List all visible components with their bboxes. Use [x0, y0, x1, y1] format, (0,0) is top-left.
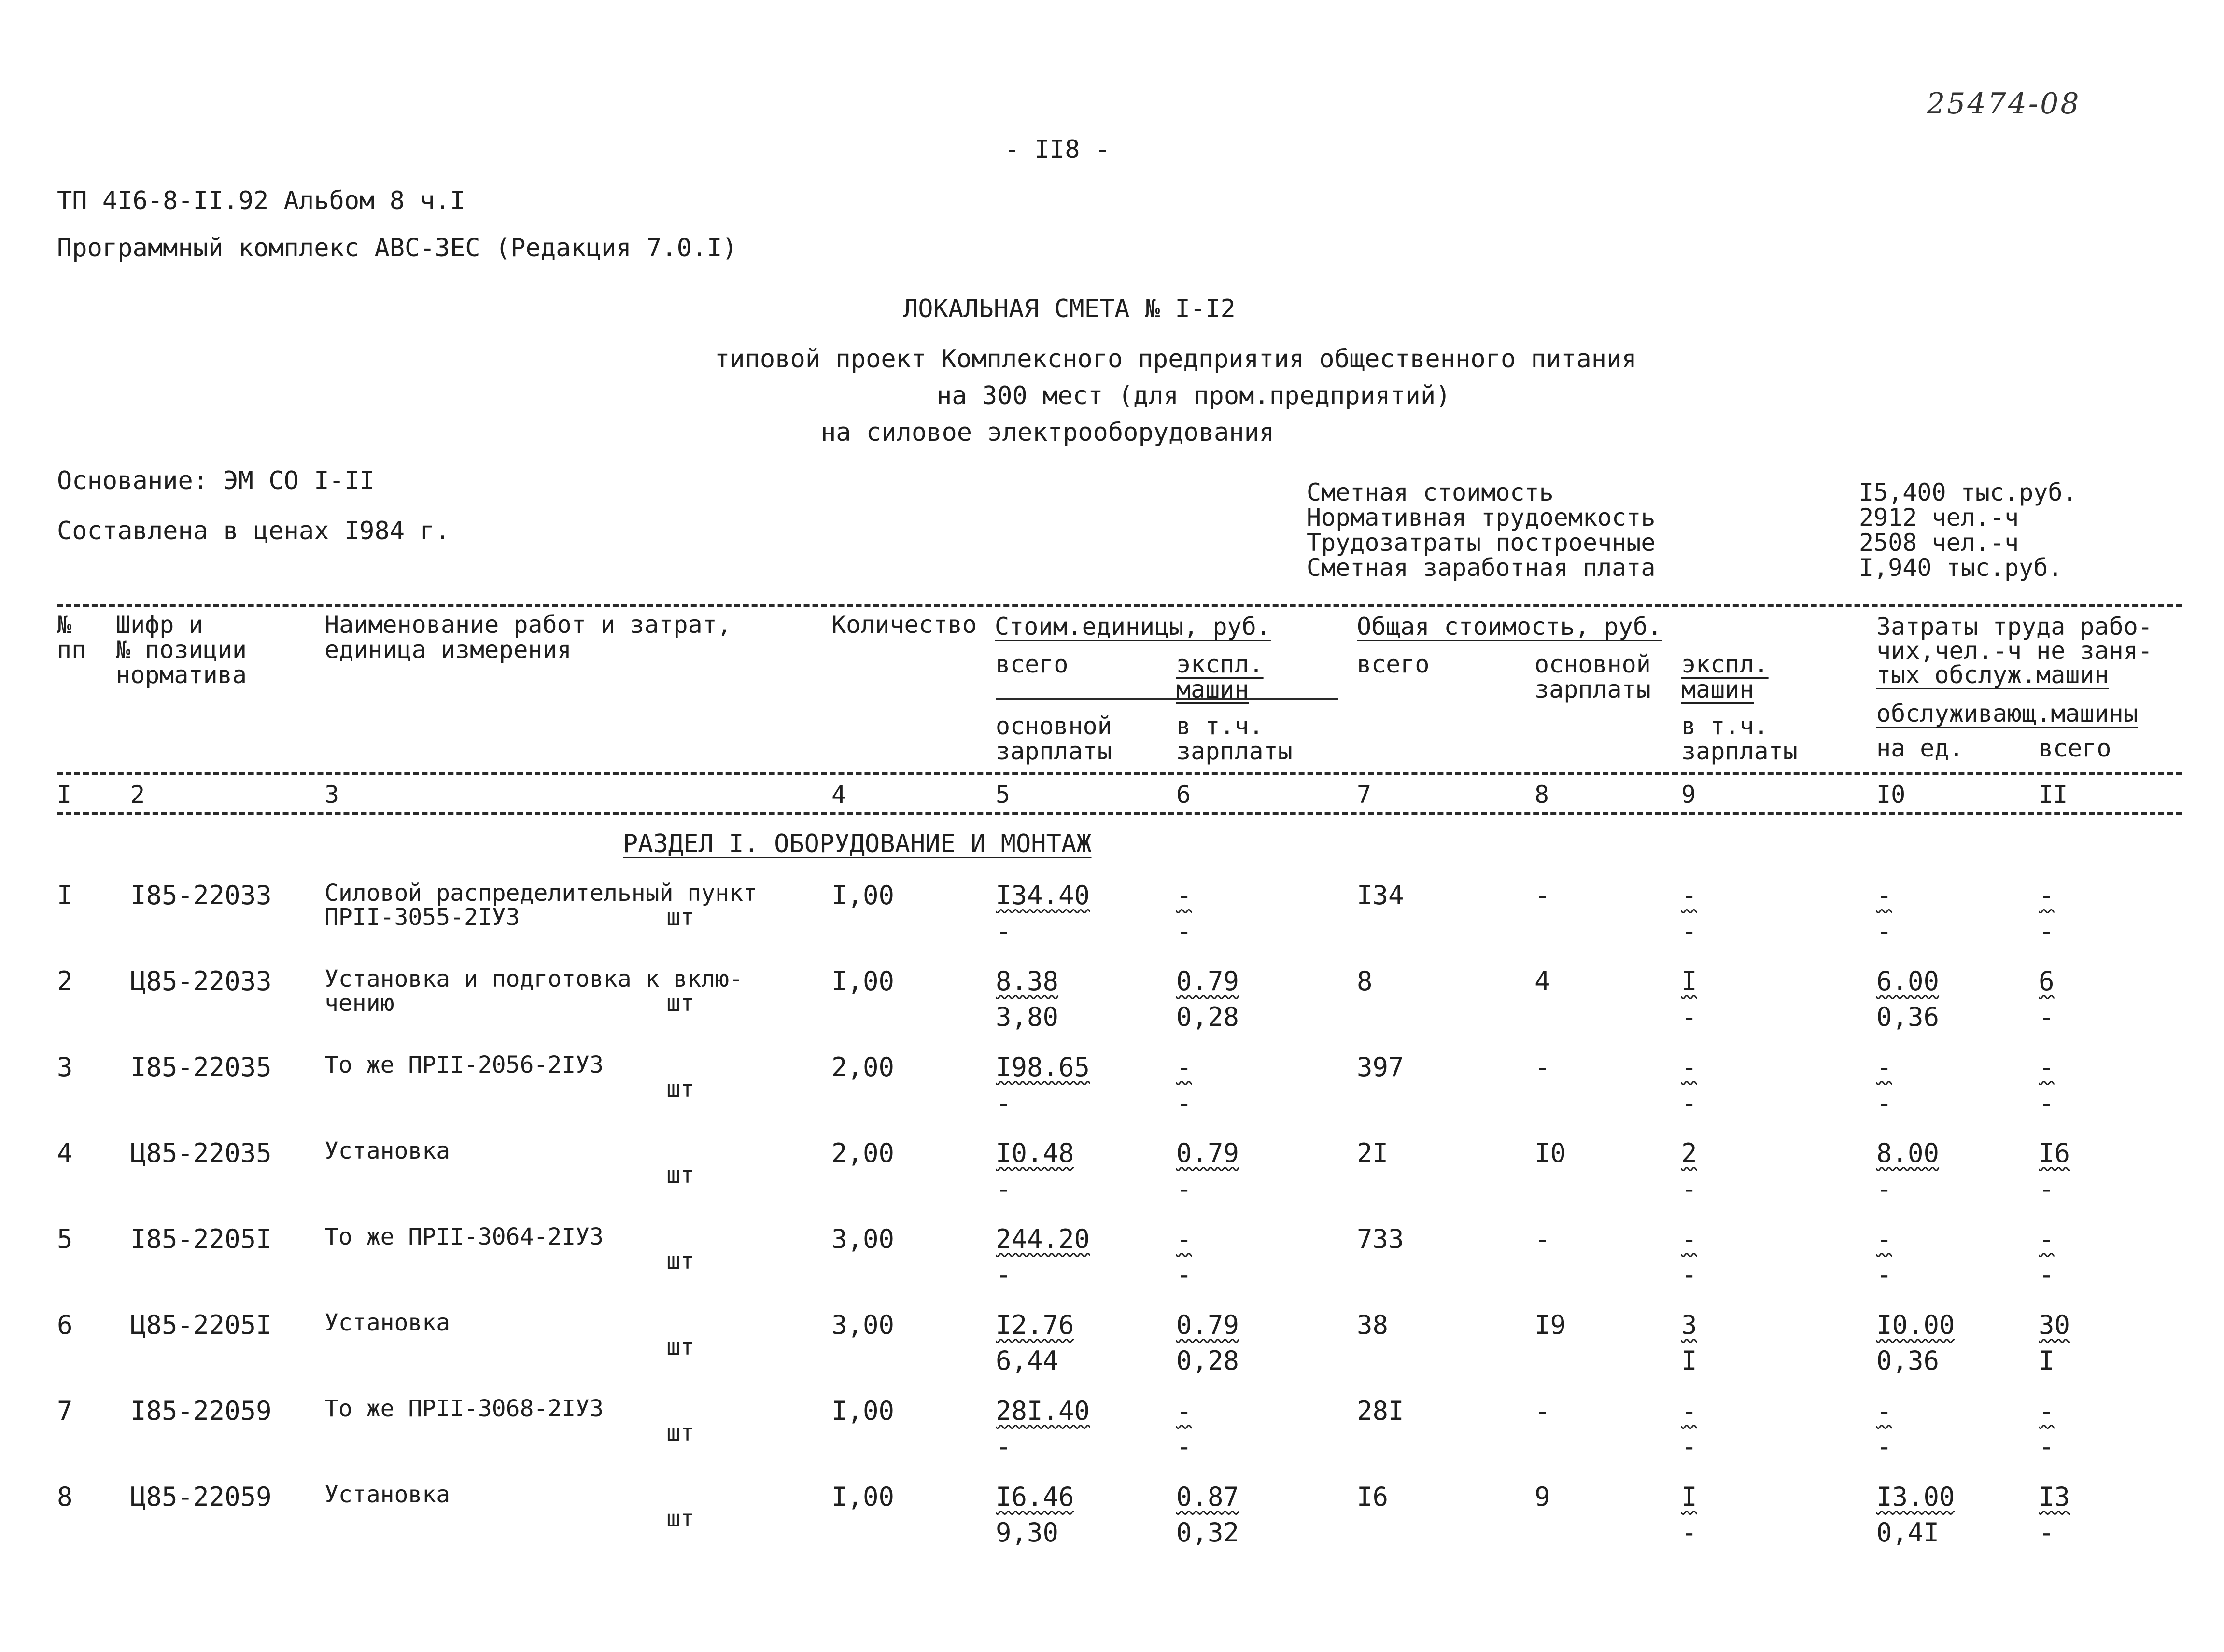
- row-labor-per-unit-machines: -: [1876, 1260, 1892, 1290]
- row-unit-cost: I6.46: [996, 1482, 1074, 1512]
- row-code: Ц85-22059: [130, 1482, 272, 1512]
- row-labor-per-unit-machines: 0,36: [1876, 1345, 1940, 1376]
- header-labor-line-4: обслуживающ.машины: [1876, 700, 2138, 728]
- row-unit-cost: 8.38: [996, 966, 1059, 996]
- row-code: Ц85-22033: [130, 966, 272, 996]
- row-total-wage: -: [1534, 1052, 1550, 1082]
- row-labor-total: I6: [2039, 1138, 2070, 1168]
- row-unit-cost: I34.40: [996, 880, 1090, 910]
- summary-label: Трудозатраты построечные: [1307, 529, 1656, 557]
- row-unit: шт: [666, 1076, 694, 1103]
- row-code: I85-22033: [130, 880, 272, 910]
- row-unit-cost: 244.20: [996, 1224, 1090, 1254]
- row-number: I: [57, 880, 73, 910]
- row-unit: шт: [666, 904, 694, 931]
- row-total-cost: 8: [1357, 966, 1373, 996]
- row-labor-total: 6: [2039, 966, 2055, 996]
- row-labor-total-machines: -: [2039, 1174, 2055, 1204]
- row-total-wage: -: [1534, 880, 1550, 910]
- row-unit-machines: -: [1176, 1052, 1192, 1082]
- row-labor-total: 30: [2039, 1310, 2070, 1340]
- row-unit-wage: 9,30: [996, 1517, 1059, 1548]
- row-labor-per-unit-machines: -: [1876, 1088, 1892, 1118]
- row-unit-machine-wage: -: [1176, 1174, 1192, 1204]
- column-number: 9: [1681, 781, 1696, 809]
- row-unit-wage: 3,80: [996, 1002, 1059, 1032]
- row-labor-per-unit-machines: -: [1876, 1174, 1892, 1204]
- row-unit: шт: [666, 1419, 694, 1446]
- row-unit-machine-wage: 0,28: [1176, 1345, 1239, 1376]
- row-labor-per-unit-machines: 0,4I: [1876, 1517, 1940, 1548]
- row-labor-per-unit: I0.00: [1876, 1310, 1955, 1340]
- row-labor-per-unit: -: [1876, 1396, 1892, 1426]
- summary-value: 2912 чел.-ч: [1859, 504, 2019, 532]
- unit-subheader-rule: [996, 698, 1338, 700]
- prices-line: Составлена в ценах I984 г.: [57, 517, 450, 546]
- row-unit-wage: 6,44: [996, 1345, 1059, 1376]
- summary-value: 2508 чел.-ч: [1859, 529, 2019, 557]
- row-number: 6: [57, 1310, 73, 1340]
- row-code: Ц85-2205I: [130, 1310, 272, 1340]
- row-total-machine-wage: -: [1681, 1174, 1697, 1204]
- column-number: I0: [1876, 781, 1906, 809]
- page-title: ЛОКАЛЬНАЯ СМЕТА № I-I2: [903, 294, 1236, 323]
- row-quantity: I,00: [831, 1396, 895, 1426]
- row-labor-per-unit-machines: 0,36: [1876, 1002, 1940, 1032]
- row-labor-total-machines: -: [2039, 1260, 2055, 1290]
- row-total-cost: 2I: [1357, 1138, 1389, 1168]
- row-labor-total: -: [2039, 1052, 2055, 1082]
- row-total-machines: 3: [1681, 1310, 1697, 1340]
- header-labor-per-unit: на ед.: [1876, 734, 1964, 762]
- row-name-line-1: Установка: [324, 1481, 450, 1508]
- row-number: 5: [57, 1224, 73, 1254]
- row-quantity: 2,00: [831, 1052, 895, 1082]
- row-quantity: I,00: [831, 880, 895, 910]
- row-code: I85-22035: [130, 1052, 272, 1082]
- row-labor-total-machines: -: [2039, 916, 2055, 946]
- row-total-machine-wage: -: [1681, 1517, 1697, 1548]
- row-unit-wage: -: [996, 1088, 1012, 1118]
- row-unit-wage: -: [996, 1260, 1012, 1290]
- row-unit-wage: -: [996, 916, 1012, 946]
- row-unit-wage: -: [996, 1174, 1012, 1204]
- header-unit-wage: основной зарплаты: [996, 712, 1112, 765]
- row-total-machines: -: [1681, 880, 1697, 910]
- row-quantity: 3,00: [831, 1224, 895, 1254]
- row-unit-machine-wage: 0,28: [1176, 1002, 1239, 1032]
- header-labor-line-3: тых обслуж.машин: [1876, 661, 2109, 689]
- summary-label: Сметная стоимость: [1307, 478, 1554, 506]
- header-total-cost: Общая стоимость, руб.: [1357, 613, 1662, 641]
- column-numbers-rule: [57, 812, 2182, 815]
- row-total-machines: -: [1681, 1396, 1697, 1426]
- row-number: 3: [57, 1052, 73, 1082]
- software-line: Программный комплекс АВС-3ЕС (Редакция 7.0.I): [57, 234, 737, 263]
- row-total-machines: I: [1681, 966, 1697, 996]
- row-name-line-1: Установка и подготовка к вклю-: [324, 966, 743, 993]
- row-unit-machines: 0.79: [1176, 1310, 1239, 1340]
- row-labor-total-machines: -: [2039, 1517, 2055, 1548]
- row-labor-per-unit-machines: -: [1876, 1431, 1892, 1462]
- row-unit-machines: -: [1176, 1224, 1192, 1254]
- row-unit: шт: [666, 1505, 694, 1532]
- row-quantity: I,00: [831, 966, 895, 996]
- row-total-machine-wage: -: [1681, 1002, 1697, 1032]
- row-labor-total-machines: -: [2039, 1088, 2055, 1118]
- row-labor-per-unit: -: [1876, 1224, 1892, 1254]
- row-labor-per-unit: 8.00: [1876, 1138, 1940, 1168]
- row-unit-wage: -: [996, 1431, 1012, 1462]
- header-total-all: всего: [1357, 650, 1430, 678]
- row-total-machines: -: [1681, 1224, 1697, 1254]
- table-top-rule: [57, 604, 2182, 607]
- summary-value: I,940 тыс.руб.: [1859, 554, 2063, 582]
- header-unit-total: всего: [996, 650, 1069, 678]
- row-labor-total-machines: -: [2039, 1431, 2055, 1462]
- row-total-machines: 2: [1681, 1138, 1697, 1168]
- row-quantity: 2,00: [831, 1138, 895, 1168]
- header-unit-machines: экспл. машин: [1176, 650, 1264, 703]
- row-unit: шт: [666, 990, 694, 1017]
- column-number: II: [2039, 781, 2068, 809]
- row-unit-machine-wage: 0,32: [1176, 1517, 1239, 1548]
- header-unit-cost: Стоим.единицы, руб.: [995, 613, 1271, 641]
- row-total-machines: -: [1681, 1052, 1697, 1082]
- summary-label: Сметная заработная плата: [1307, 554, 1656, 582]
- header-total-machine-wage: в т.ч. зарплаты: [1681, 712, 1798, 765]
- row-labor-per-unit: I3.00: [1876, 1482, 1955, 1512]
- row-unit: шт: [666, 1247, 694, 1274]
- row-total-wage: 4: [1534, 966, 1550, 996]
- column-number: 5: [996, 781, 1011, 809]
- row-total-wage: 9: [1534, 1482, 1550, 1512]
- subtitle-line-2: на 300 мест (для пром.предприятий): [937, 381, 1451, 410]
- row-quantity: 3,00: [831, 1310, 895, 1340]
- header-unit-machine-wage: в т.ч. зарплаты: [1176, 712, 1293, 765]
- document-reference: ТП 4I6-8-II.92 Альбом 8 ч.I: [57, 186, 465, 215]
- header-total-wage: основной зарплаты: [1534, 650, 1651, 703]
- row-labor-total: -: [2039, 1224, 2055, 1254]
- row-total-machine-wage: -: [1681, 1260, 1697, 1290]
- row-labor-per-unit: -: [1876, 880, 1892, 910]
- row-total-machine-wage: -: [1681, 1088, 1697, 1118]
- row-unit-machines: -: [1176, 1396, 1192, 1426]
- row-unit-machines: 0.79: [1176, 1138, 1239, 1168]
- row-name-line-1: Силовой распределительный пункт: [324, 880, 757, 907]
- column-number: I: [57, 781, 72, 809]
- section-heading: РАЗДЕЛ I. ОБОРУДОВАНИЕ И МОНТАЖ: [623, 829, 1092, 858]
- row-number: 2: [57, 966, 73, 996]
- row-name-line-2: ПРII-3055-2IУ3: [324, 904, 520, 931]
- row-labor-total-machines: I: [2039, 1345, 2055, 1376]
- column-number: 7: [1357, 781, 1372, 809]
- row-unit-machine-wage: -: [1176, 1088, 1192, 1118]
- column-number: 8: [1534, 781, 1549, 809]
- row-total-cost: I6: [1357, 1482, 1389, 1512]
- basis-line: Основание: ЭМ СО I-II: [57, 466, 375, 495]
- archive-stamp: 25474-08: [1927, 87, 2081, 121]
- row-unit-machine-wage: -: [1176, 1260, 1192, 1290]
- row-labor-total: -: [2039, 880, 2055, 910]
- row-total-machine-wage: -: [1681, 916, 1697, 946]
- row-total-wage: I9: [1534, 1310, 1566, 1340]
- row-total-wage: I0: [1534, 1138, 1566, 1168]
- row-quantity: I,00: [831, 1482, 895, 1512]
- header-labor-line-1: Затраты труда рабо-: [1876, 613, 2153, 641]
- row-unit-machines: 0.87: [1176, 1482, 1239, 1512]
- row-name-line-1: То же ПРII-3064-2IУ3: [324, 1223, 604, 1250]
- column-number: 2: [130, 781, 145, 809]
- row-unit-machine-wage: -: [1176, 916, 1192, 946]
- row-unit: шт: [666, 1162, 694, 1189]
- summary-value: I5,400 тыс.руб.: [1859, 478, 2077, 506]
- row-total-wage: -: [1534, 1224, 1550, 1254]
- row-unit-cost: I0.48: [996, 1138, 1074, 1168]
- header-bottom-rule: [57, 772, 2182, 775]
- row-name-line-1: Установка: [324, 1309, 450, 1336]
- row-total-machine-wage: I: [1681, 1345, 1697, 1376]
- row-unit-machine-wage: -: [1176, 1431, 1192, 1462]
- row-name-line-1: Установка: [324, 1137, 450, 1164]
- column-number: 3: [324, 781, 339, 809]
- row-total-cost: 28I: [1357, 1396, 1404, 1426]
- row-name-line-2: чению: [324, 990, 394, 1017]
- row-labor-per-unit-machines: -: [1876, 916, 1892, 946]
- row-code: Ц85-22035: [130, 1138, 272, 1168]
- header-col-3: Наименование работ и затрат, единица измерения: [324, 611, 732, 664]
- row-code: I85-22059: [130, 1396, 272, 1426]
- row-total-wage: -: [1534, 1396, 1550, 1426]
- row-number: 4: [57, 1138, 73, 1168]
- header-col-4: Количество: [831, 611, 977, 639]
- row-name-line-1: То же ПРII-3068-2IУ3: [324, 1395, 604, 1422]
- row-unit-cost: I98.65: [996, 1052, 1090, 1082]
- row-unit-machines: -: [1176, 880, 1192, 910]
- subtitle-line-1: типовой проект Комплексного предприятия общественного питания: [715, 345, 1637, 374]
- row-labor-per-unit: 6.00: [1876, 966, 1940, 996]
- row-number: 7: [57, 1396, 73, 1426]
- row-total-cost: I34: [1357, 880, 1404, 910]
- row-code: I85-2205I: [130, 1224, 272, 1254]
- header-col-2: Шифр и № позиции норматива: [116, 611, 247, 689]
- column-number: 4: [831, 781, 846, 809]
- row-total-cost: 397: [1357, 1052, 1404, 1082]
- column-number: 6: [1176, 781, 1191, 809]
- row-labor-per-unit: -: [1876, 1052, 1892, 1082]
- row-total-machine-wage: -: [1681, 1431, 1697, 1462]
- header-total-machines: экспл. машин: [1681, 650, 1769, 703]
- page-number: - II8 -: [1004, 135, 1111, 164]
- header-labor-line-2: чих,чел.-ч не заня-: [1876, 637, 2153, 665]
- row-labor-total-machines: -: [2039, 1002, 2055, 1032]
- row-total-cost: 38: [1357, 1310, 1389, 1340]
- summary-label: Нормативная трудоемкость: [1307, 504, 1656, 532]
- row-labor-total: I3: [2039, 1482, 2070, 1512]
- row-unit: шт: [666, 1333, 694, 1360]
- header-col-1: № пп: [57, 611, 86, 664]
- row-unit-machines: 0.79: [1176, 966, 1239, 996]
- header-labor-all: всего: [2039, 734, 2111, 762]
- row-labor-total: -: [2039, 1396, 2055, 1426]
- row-total-machines: I: [1681, 1482, 1697, 1512]
- subtitle-line-3: на силовое электрооборудования: [821, 418, 1275, 447]
- row-name-line-1: То же ПРII-2056-2IУ3: [324, 1051, 604, 1078]
- row-number: 8: [57, 1482, 73, 1512]
- row-unit-cost: I2.76: [996, 1310, 1074, 1340]
- row-total-cost: 733: [1357, 1224, 1404, 1254]
- row-unit-cost: 28I.40: [996, 1396, 1090, 1426]
